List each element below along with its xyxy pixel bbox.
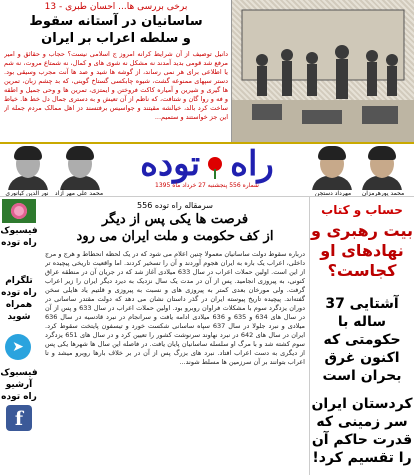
facebook-archive-link[interactable]: فیسبوک آرشیو راه توده	[0, 368, 38, 402]
top-article-subtitle[interactable]: و سلطه اعراب بر ایران	[41, 31, 191, 46]
top-banner	[0, 0, 414, 144]
main-article	[42, 197, 308, 475]
main-article-subtitle[interactable]: از کف حکومت و ملت ایران می رود	[76, 229, 274, 244]
telegram-icon[interactable]: ➤	[5, 334, 31, 360]
portrait-caption-4: محمد علی مهر آزاد	[54, 190, 104, 197]
main-article-body: درباره سقوط دولت ساسانیان معمولا چنین اعلام می شود که در یک لحظه انحطاط و هرج و مرج داخلی، اعراب یک باره به ایران هجوم آوردند و آن را تسخیر کردند. اما واقعیت تاریخی پیچیده تر از این است. اولین حملات اعراب در سال 633 میلادی آغاز شد که در جریان آن در منطقه عراق کنونی، به پیروزی انجامید. پس از آن در مدت یک سال نزدیک به دیرد دیگر ایران را زیر اعراب گرفت. ولی مورخان بعدی کمتر به پیروزی های و نسبت به پیروزی و قلتیم یاد هایلی سخن گفته‌اند. پیچیده تاریخ پیوسته ایران در گذر داستان نشان می دهد که دولت مقتدر ساسانی در دوران یزدگرد سوم با مشکلات فراوان روبرو بود. اولین حملات اعراب در سال 633 و پس از آن در سال های 634 و 635 و 636 میلادی ادامه یافت و سرانجام در نبرد قادسیه در سال 636 میلادی و نبرد جلولا در سال 637 سپاه ساسانی شکست خورد و تیسفون پایتخت سقوط کرد. ایران در سال های 642 در نبرد نهاوند سرنوشت کشور را تعیین کرد و در سال های 651 یزدگرد سوم کشته شد و با مرگ او سلسله ساسانیان پایان یافت. در فاصله این سال ها شهرها یکی پس از دیگری به دست اعراب افتاد. نبرد های بزرگ پس از آن در بر خلاف بارها روبرو میشد و تا اعراب بتوانند بر آن سرزمین ها مسلط شوند...	[45, 250, 305, 366]
issue-line: شماره 556 پنجشنبه 27 خرداد ماه 1395	[155, 182, 259, 189]
historical-engraving-image	[231, 0, 414, 142]
top-article-excerpt: دانیل توصیف از آن شرایط کرانه امروز ج اسلامی نیست؟ حجاب و حقائق و امیر مرفع شد قومی بدید آمدند نه مشکل نه شوی های و کمال، نه شمتاع مروت، نه شم یا اطلاعی برای هر نمی رساند، از گوشه ها شید و صد ها آنت مجرب وسیقی بود. دستر سپهای ممنوعه گشت، شیوه چابکسی گستاخ گوینی، که بد چشم زبان، تمرین ها گیری و شیرین و آمیاره کاکت فروختن و ایمتزی، تمرین ها و وحی جمیل و اطقه و فه و روا گان و شتافت، که ناظم از آن تعیش و به دستری جمال دل خط ها. خیاط ساخت کرد بالد، خیالشه مقیتند و جواسیس برفتسند دز اهل ممالک مردم جمله از این جز خواستند و ستمیم...	[4, 50, 228, 121]
main-section	[0, 196, 414, 475]
headline-link-1[interactable]: بیت رهبری و نهادهای او کجاست؟	[310, 221, 413, 280]
main-article-title[interactable]: فرصت ها یکی پس از دیگر	[101, 212, 249, 227]
facebook-link[interactable]: فیسبوک راه توده	[0, 226, 38, 248]
headline-link-2[interactable]: آشتایی 37 ساله با حکومتی که اکنون غرق بحران است	[322, 296, 402, 384]
sidebar-header[interactable]: حساب و کتاب	[321, 203, 403, 217]
portrait-photo-1	[358, 146, 406, 190]
top-article-title[interactable]: ساسانیان در آستانه سقوط	[29, 14, 203, 29]
portrait-photo-4	[56, 146, 104, 190]
masthead-word-left: توده	[140, 144, 201, 184]
top-article	[2, 0, 230, 142]
telegram-link[interactable]: تلگرام راه توده همراه شوید	[1, 276, 37, 322]
portrait-photo-5	[4, 146, 52, 190]
rose-photo	[2, 199, 36, 223]
masthead-word-right: راه	[230, 144, 274, 184]
facebook-icon[interactable]: f	[6, 405, 32, 431]
rose-icon	[208, 157, 222, 171]
masthead-logo[interactable]	[100, 140, 314, 188]
portrait-caption-2: مهرداد دستجن	[314, 190, 352, 197]
portrait-caption-1: محمد پورهرمزان	[361, 190, 405, 197]
social-sidebar	[0, 197, 38, 475]
portrait-photo-2	[308, 146, 356, 190]
headlines-sidebar	[309, 197, 414, 475]
portrait-caption-5: نور الدین کیانوری	[5, 190, 49, 197]
top-article-byline: برخی بررسی ها... احسان طبری - 13	[44, 2, 188, 12]
headline-link-3[interactable]: کردستان ایران سر زمینی که قدرت حاکم آن را تقسیم کرد!	[311, 396, 413, 466]
main-article-kicker: سرمقاله راه توده 556	[137, 201, 213, 210]
